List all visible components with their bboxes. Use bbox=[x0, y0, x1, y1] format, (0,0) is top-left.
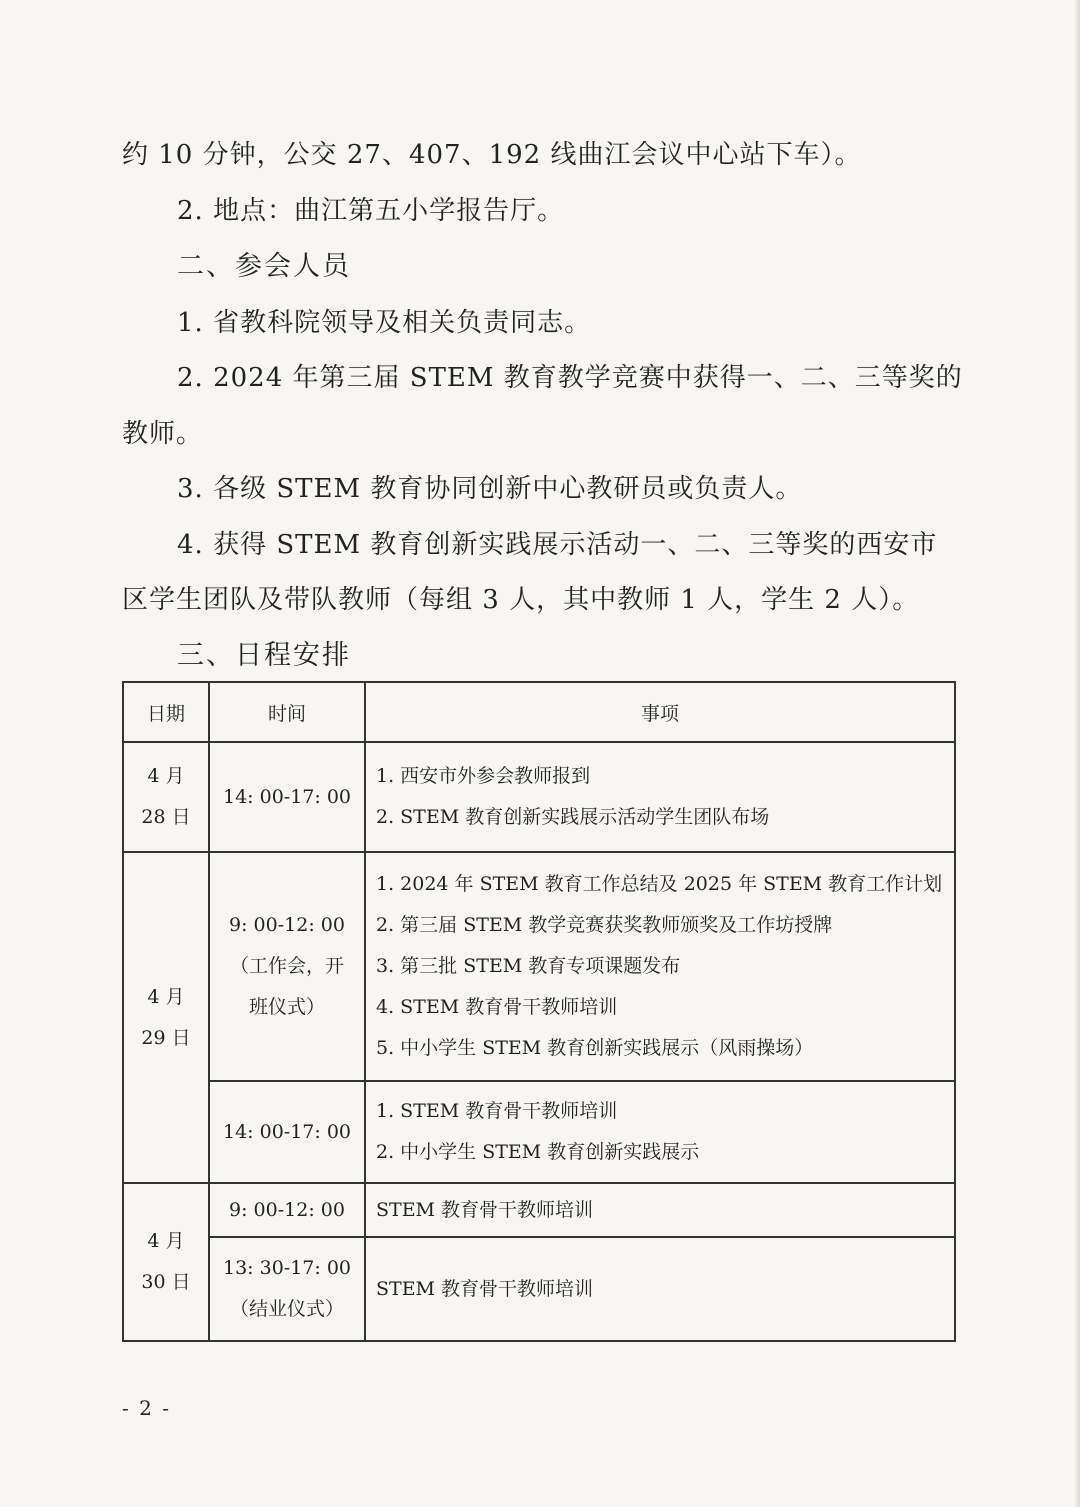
table-row bbox=[123, 1081, 955, 1183]
agenda-item: 3. 第三批 STEM 教育专项课题发布 bbox=[376, 955, 681, 977]
header-time: 时间 bbox=[209, 682, 365, 742]
section-heading: 三、日程安排 bbox=[177, 640, 351, 671]
date-day: 30 日 bbox=[141, 1271, 191, 1293]
items-cell bbox=[365, 1183, 955, 1237]
agenda-item: 5. 中小学生 STEM 教育创新实践展示（风雨操场） bbox=[376, 1037, 814, 1059]
time-cell bbox=[209, 742, 365, 852]
date-month: 4 月 bbox=[147, 765, 185, 787]
agenda-item: 1. 西安市外参会教师报到 bbox=[376, 765, 591, 787]
date-month: 4 月 bbox=[147, 1230, 185, 1252]
agenda-item: STEM 教育骨干教师培训 bbox=[376, 1198, 594, 1221]
date-day: 28 日 bbox=[141, 806, 191, 828]
page-number: - 2 - bbox=[122, 1396, 171, 1420]
schedule-table bbox=[122, 681, 956, 1342]
header-items: 事项 bbox=[365, 682, 955, 742]
items-cell bbox=[365, 852, 955, 1081]
body-line: 1. 省教科院领导及相关负责同志。 bbox=[177, 308, 592, 338]
table-row bbox=[123, 742, 955, 852]
body-line: 区学生团队及带队教师（每组 3 人，其中教师 1 人，学生 2 人）。 bbox=[122, 585, 920, 615]
time-cell bbox=[209, 852, 365, 1081]
body-line: 约 10 分钟，公交 27、407、192 线曲江会议中心站下车）。 bbox=[122, 140, 862, 170]
table-row bbox=[123, 1237, 955, 1341]
time-note: （工作会，开 bbox=[229, 955, 344, 977]
table-row bbox=[123, 852, 955, 1081]
table-header-row bbox=[123, 682, 955, 742]
date-cell bbox=[123, 852, 209, 1183]
time-range: 9: 00-12: 00 bbox=[229, 1198, 345, 1221]
date-month: 4 月 bbox=[147, 985, 185, 1008]
time-range: 9: 00-12: 00 bbox=[229, 914, 345, 936]
agenda-item: 2. 中小学生 STEM 教育创新实践展示 bbox=[376, 1141, 700, 1163]
time-note: （结业仪式） bbox=[229, 1298, 344, 1320]
time-range: 14: 00-17: 00 bbox=[222, 785, 351, 808]
time-cell bbox=[209, 1183, 365, 1237]
items-cell bbox=[365, 742, 955, 852]
agenda-item: 2. 第三届 STEM 教学竞赛获奖教师颁奖及工作坊授牌 bbox=[376, 914, 833, 936]
body-line: 教师。 bbox=[122, 419, 204, 449]
time-cell bbox=[209, 1081, 365, 1183]
agenda-item: 1. 2024 年 STEM 教育工作总结及 2025 年 STEM 教育工作计划 bbox=[376, 873, 943, 895]
body-line: 3. 各级 STEM 教育协同创新中心教研员或负责人。 bbox=[177, 474, 803, 504]
page-edge-shadow bbox=[1074, 0, 1080, 1507]
date-day: 29 日 bbox=[141, 1026, 191, 1049]
items-cell bbox=[365, 1081, 955, 1183]
agenda-item: 1. STEM 教育骨干教师培训 bbox=[376, 1100, 618, 1122]
time-range: 14: 00-17: 00 bbox=[222, 1120, 351, 1143]
section-heading: 二、参会人员 bbox=[177, 251, 351, 282]
time-cell bbox=[209, 1237, 365, 1341]
agenda-item: 2. STEM 教育创新实践展示活动学生团队布场 bbox=[376, 806, 770, 828]
time-range: 13: 30-17: 00 bbox=[222, 1257, 351, 1279]
date-cell bbox=[123, 742, 209, 852]
body-line: 2. 地点：曲江第五小学报告厅。 bbox=[177, 196, 565, 226]
body-line: 4. 获得 STEM 教育创新实践展示活动一、二、三等奖的西安市 bbox=[177, 530, 938, 560]
body-line: 2. 2024 年第三届 STEM 教育教学竞赛中获得一、二、三等奖的 bbox=[177, 363, 963, 393]
items-cell bbox=[365, 1237, 955, 1341]
table-row bbox=[123, 1183, 955, 1237]
agenda-item: STEM 教育骨干教师培训 bbox=[376, 1277, 594, 1300]
agenda-item: 4. STEM 教育骨干教师培训 bbox=[376, 996, 618, 1018]
date-cell bbox=[123, 1183, 209, 1341]
time-note: 班仪式） bbox=[248, 996, 325, 1018]
header-date: 日期 bbox=[123, 682, 209, 742]
